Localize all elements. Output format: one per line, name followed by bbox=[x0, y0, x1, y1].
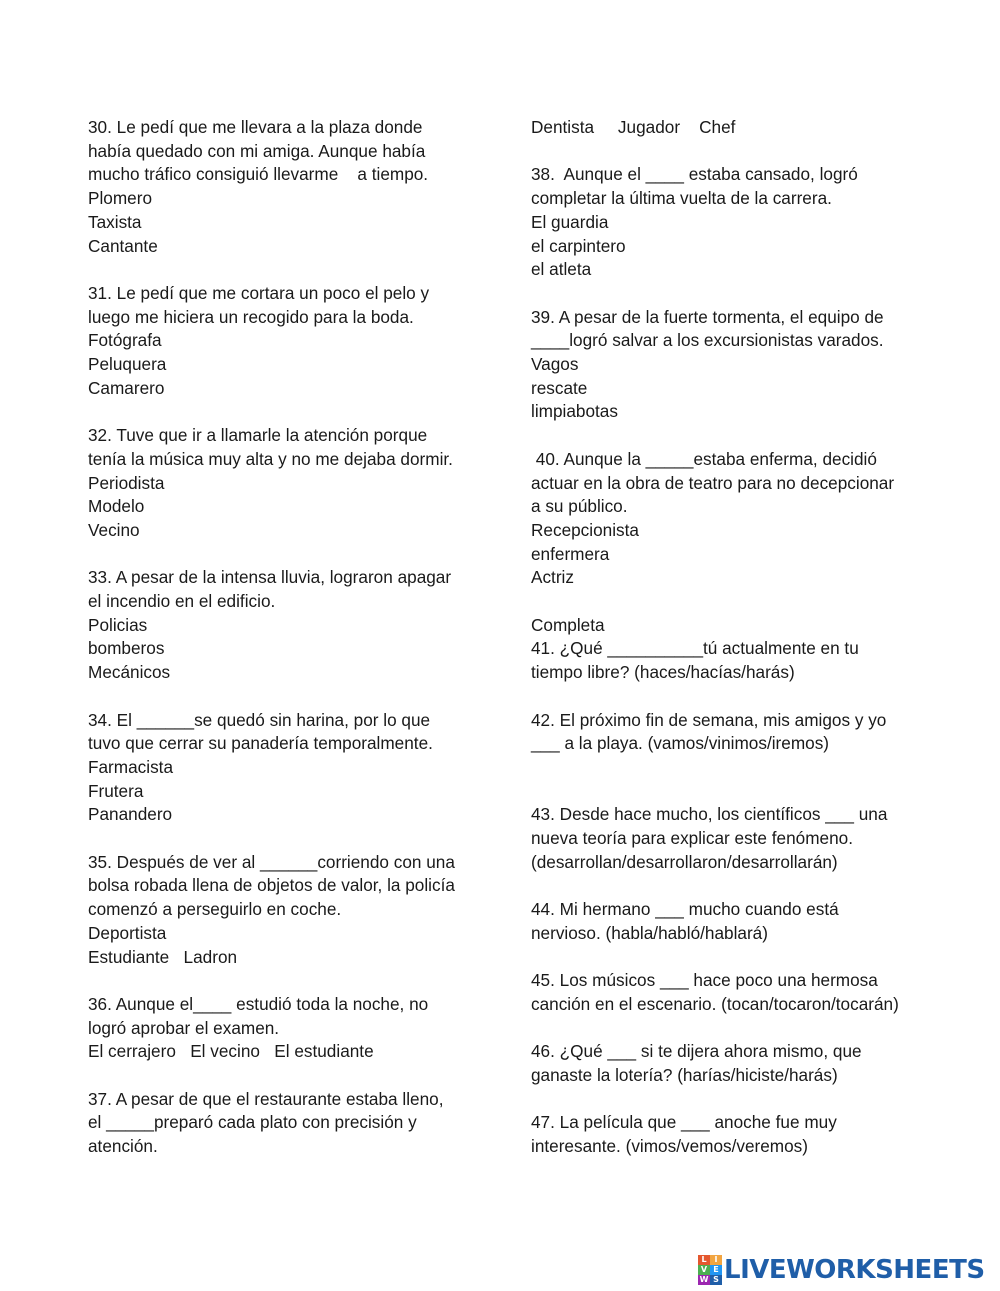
question-text: nervioso. (habla/habló/hablará) bbox=[531, 922, 768, 943]
question-46 bbox=[531, 1040, 941, 1087]
question-text: luego me hiciera un recogido para la boda. bbox=[88, 306, 414, 327]
question-text: 44. Mi hermano ___ mucho cuando está bbox=[531, 899, 839, 920]
answer-option[interactable]: Vagos bbox=[531, 354, 579, 374]
question-text: tenía la música muy alta y no me dejaba dormir. bbox=[88, 448, 453, 469]
answer-option[interactable]: Camarero bbox=[88, 377, 165, 398]
question-text: bolsa robada llena de objetos de valor, la policía bbox=[88, 875, 455, 896]
question-text: 47. La película que ___ anoche fue muy bbox=[531, 1112, 837, 1133]
answer-option[interactable]: Estudiante Ladron bbox=[88, 946, 238, 967]
brand-name: LIVEWORKSHEETS bbox=[724, 1255, 985, 1285]
answer-option[interactable]: Dentista Jugador Chef bbox=[531, 117, 736, 137]
question-text: comenzó a perseguirlo en coche. bbox=[88, 899, 342, 920]
question-45 bbox=[531, 969, 941, 1016]
question-text: canción en el escenario. (tocan/tocaron/tocarán) bbox=[531, 993, 899, 1014]
question-text: interesante. (vimos/vemos/veremos) bbox=[531, 1136, 808, 1157]
question-36 bbox=[88, 993, 488, 1064]
question-text: 45. Los músicos ___ hace poco una hermosa bbox=[531, 970, 878, 991]
answer-option[interactable]: bomberos bbox=[88, 638, 165, 659]
answer-option[interactable]: Taxista bbox=[88, 211, 142, 232]
answer-option[interactable]: Deportista bbox=[88, 922, 167, 943]
answer-option[interactable]: Mecánicos bbox=[88, 662, 171, 683]
logo-mark-letter: L bbox=[698, 1255, 710, 1265]
logo-mark-letter: W bbox=[699, 1275, 709, 1284]
logo-mark-letter: S bbox=[710, 1275, 722, 1285]
answer-option[interactable]: Recepcionista bbox=[531, 519, 639, 540]
question-text: a su público. bbox=[531, 496, 628, 517]
question-30 bbox=[88, 116, 488, 258]
question-text: había quedado con mi amiga. Aunque había bbox=[88, 140, 426, 161]
answer-option[interactable]: enfermera bbox=[531, 543, 610, 564]
question-44 bbox=[531, 898, 941, 945]
question-text: ___ a la playa. (vamos/vinimos/iremos) bbox=[531, 733, 830, 754]
question-31 bbox=[88, 282, 488, 401]
answer-option[interactable]: el atleta bbox=[531, 259, 592, 280]
question-35 bbox=[88, 851, 488, 970]
question-37 bbox=[88, 1088, 488, 1159]
answer-option[interactable]: Vecino bbox=[88, 519, 140, 540]
question-text: 32. Tuve que ir a llamarle la atención porque bbox=[88, 425, 428, 446]
answer-option[interactable]: Cantante bbox=[88, 235, 158, 256]
question-34 bbox=[88, 709, 488, 828]
answer-option[interactable]: Panandero bbox=[88, 804, 173, 825]
question-text: (desarrollan/desarrollaron/desarrollarán) bbox=[531, 851, 838, 872]
question-33 bbox=[88, 566, 488, 685]
question-text: actuar en la obra de teatro para no decepcionar bbox=[531, 472, 895, 493]
question-text: tiempo libre? (haces/hacías/harás) bbox=[531, 662, 795, 683]
question-text: 37. A pesar de que el restaurante estaba lleno, bbox=[88, 1088, 444, 1109]
answer-option[interactable]: Actriz bbox=[531, 567, 574, 588]
question-text: completar la última vuelta de la carrera. bbox=[531, 188, 832, 209]
question-text: 38. Aunque el ____ estaba cansado, logró bbox=[531, 164, 858, 185]
left-column bbox=[88, 116, 488, 1159]
logo-mark-letter: I bbox=[710, 1255, 722, 1265]
right-column bbox=[531, 116, 941, 1159]
question-text: 43. Desde hace mucho, los científicos ___ una bbox=[531, 804, 888, 825]
question-41 bbox=[531, 637, 941, 684]
question-text: ganaste la lotería? (harías/hiciste/harás) bbox=[531, 1064, 838, 1085]
question-text: tuvo que cerrar su panadería temporalmente. bbox=[88, 733, 433, 754]
question-text: 40. Aunque la _____estaba enferma, decidió bbox=[531, 448, 877, 469]
question-39 bbox=[531, 306, 941, 425]
question-text: 35. Después de ver al ______corriendo con una bbox=[88, 851, 455, 872]
answer-option[interactable]: Fotógrafa bbox=[88, 330, 162, 351]
question-text: el _____preparó cada plato con precisión y bbox=[88, 1112, 417, 1133]
question-text: 33. A pesar de la intensa lluvia, lograron apagar bbox=[88, 567, 452, 588]
question-text: 34. El ______se quedó sin harina, por lo que bbox=[88, 709, 431, 730]
question-text: 39. A pesar de la fuerte tormenta, el equipo de bbox=[531, 306, 884, 327]
question-text: 36. Aunque el____ estudió toda la noche, no bbox=[88, 993, 429, 1014]
question-47 bbox=[531, 1111, 941, 1158]
section-title: Completa bbox=[531, 614, 605, 635]
answer-option[interactable]: rescate bbox=[531, 377, 588, 398]
logo-mark-icon bbox=[698, 1255, 722, 1285]
logo-mark-letter: E bbox=[710, 1265, 722, 1275]
answer-option[interactable]: Periodista bbox=[88, 472, 165, 493]
answer-option[interactable]: Farmacista bbox=[88, 756, 173, 777]
answer-option[interactable]: Frutera bbox=[88, 780, 144, 801]
question-text: atención. bbox=[88, 1136, 158, 1157]
answer-option[interactable]: El cerrajero El vecino El estudiante bbox=[88, 1041, 374, 1062]
question-text: mucho tráfico consiguió llevarme a tiempo. bbox=[88, 164, 429, 185]
question-38 bbox=[531, 163, 941, 282]
question-42 bbox=[531, 709, 941, 756]
question-text: ____logró salvar a los excursionistas varados. bbox=[531, 330, 884, 351]
logo-mark-letter: V bbox=[698, 1265, 710, 1275]
answer-option[interactable]: Policias bbox=[88, 614, 148, 635]
question-text: 42. El próximo fin de semana, mis amigos y yo bbox=[531, 709, 887, 730]
answer-option[interactable]: Plomero bbox=[88, 188, 152, 209]
question-43 bbox=[531, 803, 941, 874]
question-text: el incendio en el edificio. bbox=[88, 591, 276, 612]
question-text: 46. ¿Qué ___ si te dijera ahora mismo, que bbox=[531, 1041, 862, 1062]
question-text: logró aprobar el examen. bbox=[88, 1017, 280, 1038]
answer-option[interactable]: Modelo bbox=[88, 496, 145, 517]
liveworksheets-logo[interactable] bbox=[698, 1253, 985, 1287]
answer-option[interactable]: Peluquera bbox=[88, 354, 167, 375]
question-text: 31. Le pedí que me cortara un poco el pelo y bbox=[88, 282, 430, 303]
question-32 bbox=[88, 424, 488, 543]
answer-option[interactable]: El guardia bbox=[531, 211, 609, 232]
answer-option[interactable]: el carpintero bbox=[531, 235, 626, 256]
question-text: 30. Le pedí que me llevara a la plaza donde bbox=[88, 117, 423, 137]
question-text: 41. ¿Qué __________tú actualmente en tu bbox=[531, 638, 859, 659]
question-40 bbox=[531, 448, 941, 590]
answer-option[interactable]: limpiabotas bbox=[531, 401, 618, 422]
question-text: nueva teoría para explicar este fenómeno. bbox=[531, 828, 853, 848]
